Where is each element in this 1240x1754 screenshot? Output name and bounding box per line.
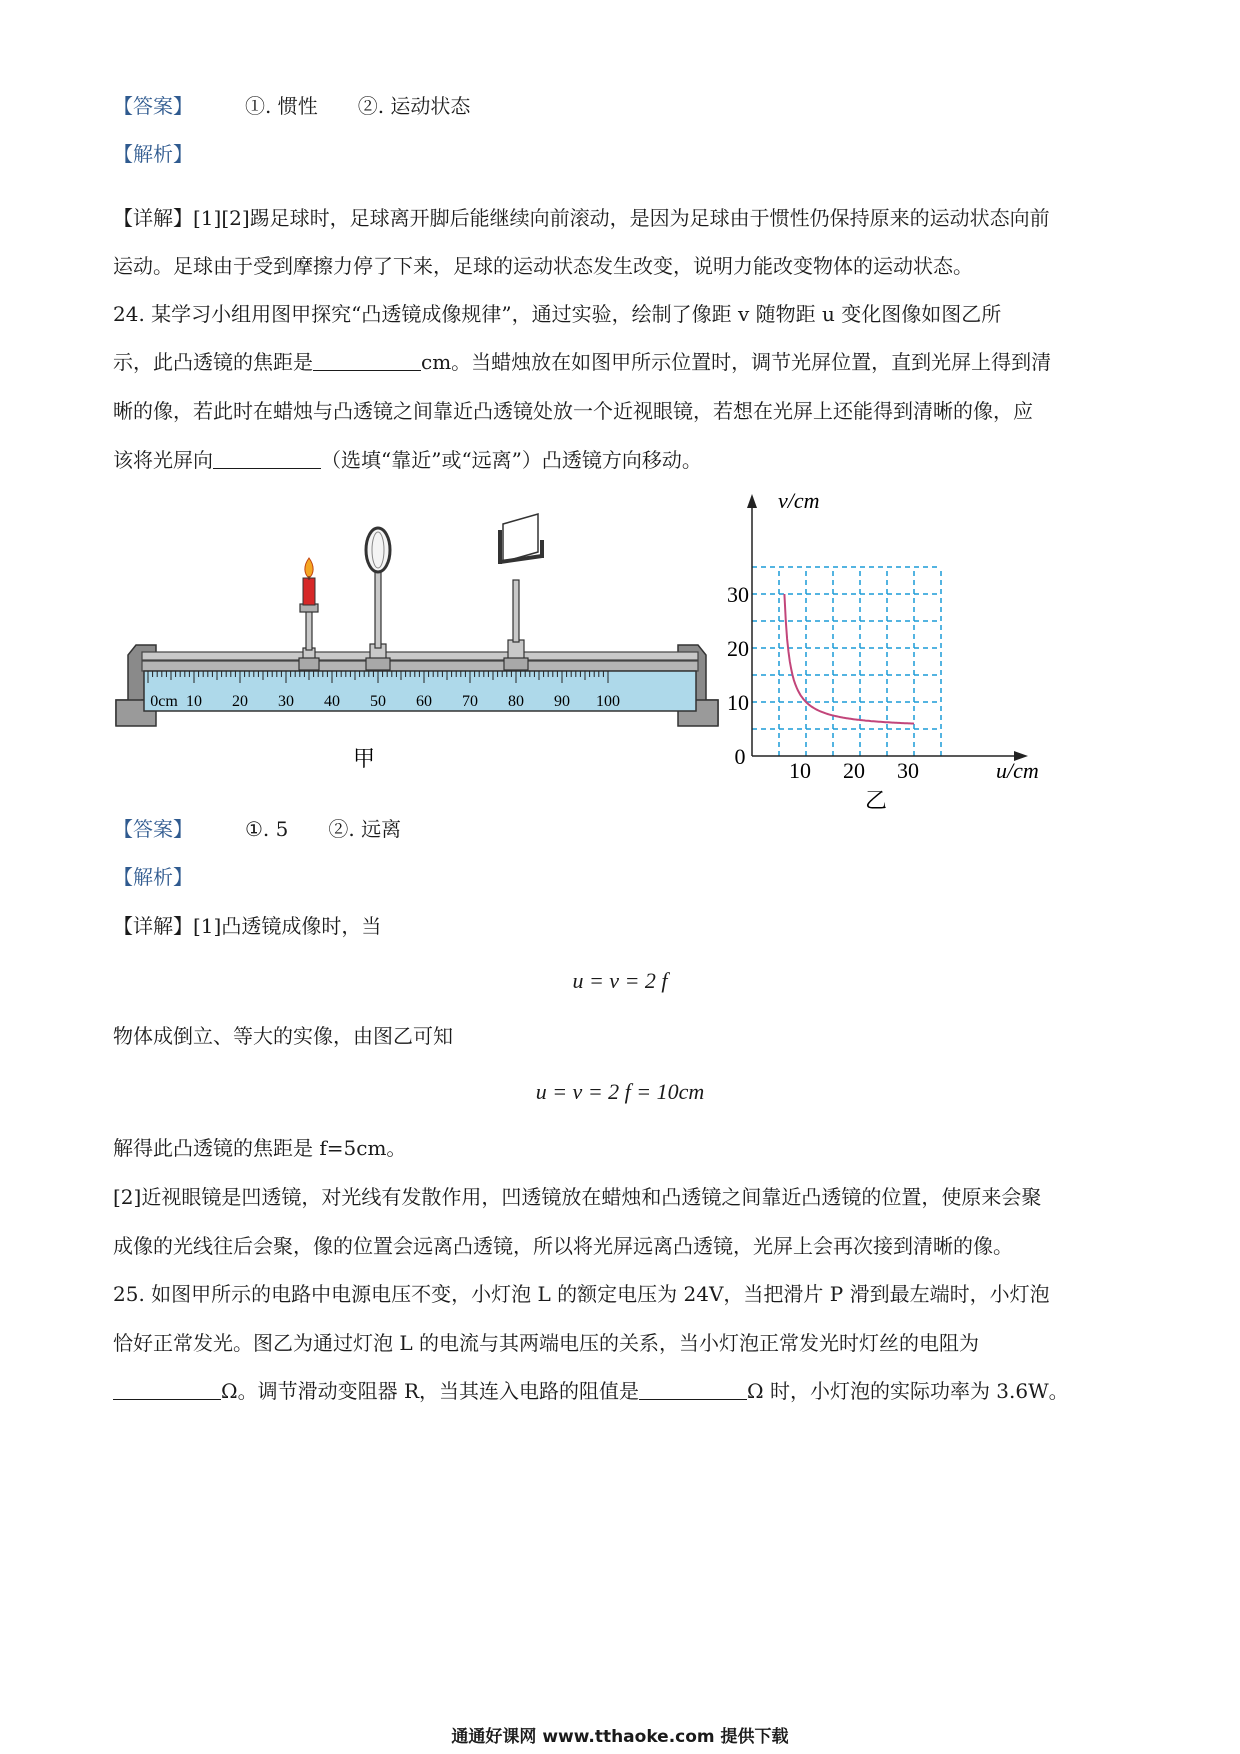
q24-answer-line [113, 815, 1133, 843]
answer-blank-2[interactable] [213, 446, 321, 469]
answer-tag: 【答案】 [113, 817, 193, 841]
formula-2: u = v = 2 f = 10cm [535, 1079, 705, 1104]
q24-stem-line-1: 24. 某学习小组用图甲探究“凸透镜成像规律”，通过实验，绘制了像距 v 随物距 u 变化图像如图乙所 [113, 302, 1002, 326]
y-tick-labels [727, 582, 749, 715]
q23-answer-line [113, 92, 1133, 120]
answer-item-2: ②. 远离 [328, 817, 402, 841]
graph-grid [752, 567, 941, 756]
page-footer: 通通好课网 www.tthaoke.com 提供下载 [451, 1727, 789, 1747]
ruler-label: 20 [232, 693, 248, 710]
x-tick-label: 30 [897, 758, 919, 783]
q24-detail-line-1 [113, 912, 1133, 940]
formula-1: u = v = 2 f [572, 968, 668, 993]
convex-lens-on-holder [366, 528, 390, 670]
answer-item-1: ①. 5 [245, 817, 289, 841]
origin-label: 0 [734, 744, 746, 769]
q25-stem-line-1: 25. 如图甲所示的电路中电源电压不变，小灯泡 L 的额定电压为 24V，当把滑片 P 滑到最左端时，小灯泡 [113, 1282, 1050, 1306]
ruler-label: 0cm [150, 693, 178, 710]
analysis-tag: 【解析】 [113, 865, 193, 889]
detail-tag: 【详解】 [113, 914, 193, 938]
answer-blank-2[interactable] [639, 1377, 747, 1400]
q24-detail-line-2: 物体成倒立、等大的实像，由图乙可知 [113, 1024, 453, 1048]
vu-curve [784, 594, 914, 724]
q25-stem-line-3 [113, 1377, 1133, 1405]
q23-detail-line-1 [113, 204, 1133, 232]
q25-stem-line-2: 恰好正常发光。图乙为通过灯泡 L 的电流与其两端电压的关系，当小灯泡正常发光时灯丝的电阻为 [113, 1331, 979, 1355]
q23-detail-line-2: 运动。足球由于受到摩擦力停了下来，足球的运动状态发生改变，说明力能改变物体的运动状态。 [113, 254, 973, 278]
q24-detail-line-3: 解得此凸透镜的焦距是 f=5cm。 [113, 1136, 407, 1160]
x-tick-label: 10 [789, 758, 811, 783]
q24-stem-line-3: 晰的像，若此时在蜡烛与凸透镜之间靠近凸透镜处放一个近视眼镜，若想在光屏上还能得到清晰的像，应 [113, 399, 1033, 423]
rail-top [142, 652, 698, 660]
q24-stem-text: 示，此凸透镜的焦距是 [113, 350, 313, 374]
detail-text: [1]凸透镜成像时，当 [193, 914, 382, 938]
ruler-label: 90 [554, 693, 570, 710]
ruler-label: 70 [462, 693, 478, 710]
q24-detail-line-5: 成像的光线往后会聚，像的位置会远离凸透镜，所以将光屏远离凸透镜，光屏上会再次接到清晰的像。 [113, 1234, 1013, 1258]
ruler-label: 10 [186, 693, 202, 710]
ruler-label: 30 [278, 693, 294, 710]
ruler-label: 40 [324, 693, 340, 710]
vu-graph-drawing [708, 486, 1080, 816]
q24-analysis-line [113, 863, 1133, 891]
x-axis-label: u/cm [996, 758, 1039, 783]
rail-bottom [142, 661, 698, 671]
figure-caption-yi: 乙 [864, 788, 888, 813]
x-tick-labels [789, 758, 919, 783]
figure-optical-bench [112, 500, 722, 770]
answer-item-1: ①. 惯性 [245, 94, 318, 118]
answer-tag: 【答案】 [113, 94, 193, 118]
y-axis-label: v/cm [778, 488, 820, 513]
q24-stem-line-4 [113, 446, 1133, 474]
q24-detail-line-4: [2]近视眼镜是凹透镜，对光线有发散作用，凹透镜放在蜡烛和凸透镜之间靠近凸透镜的位置，使原来会聚 [113, 1185, 1042, 1209]
analysis-tag: 【解析】 [113, 142, 193, 166]
figure-vu-graph [708, 486, 1080, 816]
ruler-label: 80 [508, 693, 524, 710]
q24-stem-line-2 [113, 348, 1133, 376]
answer-blank-1[interactable] [113, 1377, 221, 1400]
ruler-label: 60 [416, 693, 432, 710]
ruler-label: 100 [596, 693, 620, 710]
q24-stem-text: 该将光屏向 [113, 448, 213, 472]
q23-analysis-line [113, 140, 1133, 168]
q24-stem-text: cm。当蜡烛放在如图甲所示位置时，调节光屏位置，直到光屏上得到清 [421, 350, 1052, 374]
detail-text: [1][2]踢足球时，足球离开脚后能继续向前滚动，是因为足球由于惯性仍保持原来的运动状态向前 [193, 206, 1050, 230]
q25-stem-text: Ω 时，小灯泡的实际功率为 3.6W。 [747, 1379, 1069, 1403]
y-axis-arrow [747, 494, 757, 508]
optical-bench-drawing [112, 500, 722, 770]
answer-blank-1[interactable] [313, 348, 421, 371]
y-tick-label: 10 [727, 690, 749, 715]
figure-caption-jia: 甲 [352, 746, 376, 770]
answer-item-2: ②. 运动状态 [357, 94, 471, 118]
detail-tag: 【详解】 [113, 206, 193, 230]
y-tick-label: 20 [727, 636, 749, 661]
x-tick-label: 20 [843, 758, 865, 783]
y-tick-label: 30 [727, 582, 749, 607]
q25-stem-text: Ω。调节滑动变阻器 R，当其连入电路的阻值是 [221, 1379, 639, 1403]
ruler-label: 50 [370, 693, 386, 710]
light-screen-on-holder [500, 514, 542, 670]
q24-stem-text: （选填“靠近”或“远离”）凸透镜方向移动。 [321, 448, 702, 472]
